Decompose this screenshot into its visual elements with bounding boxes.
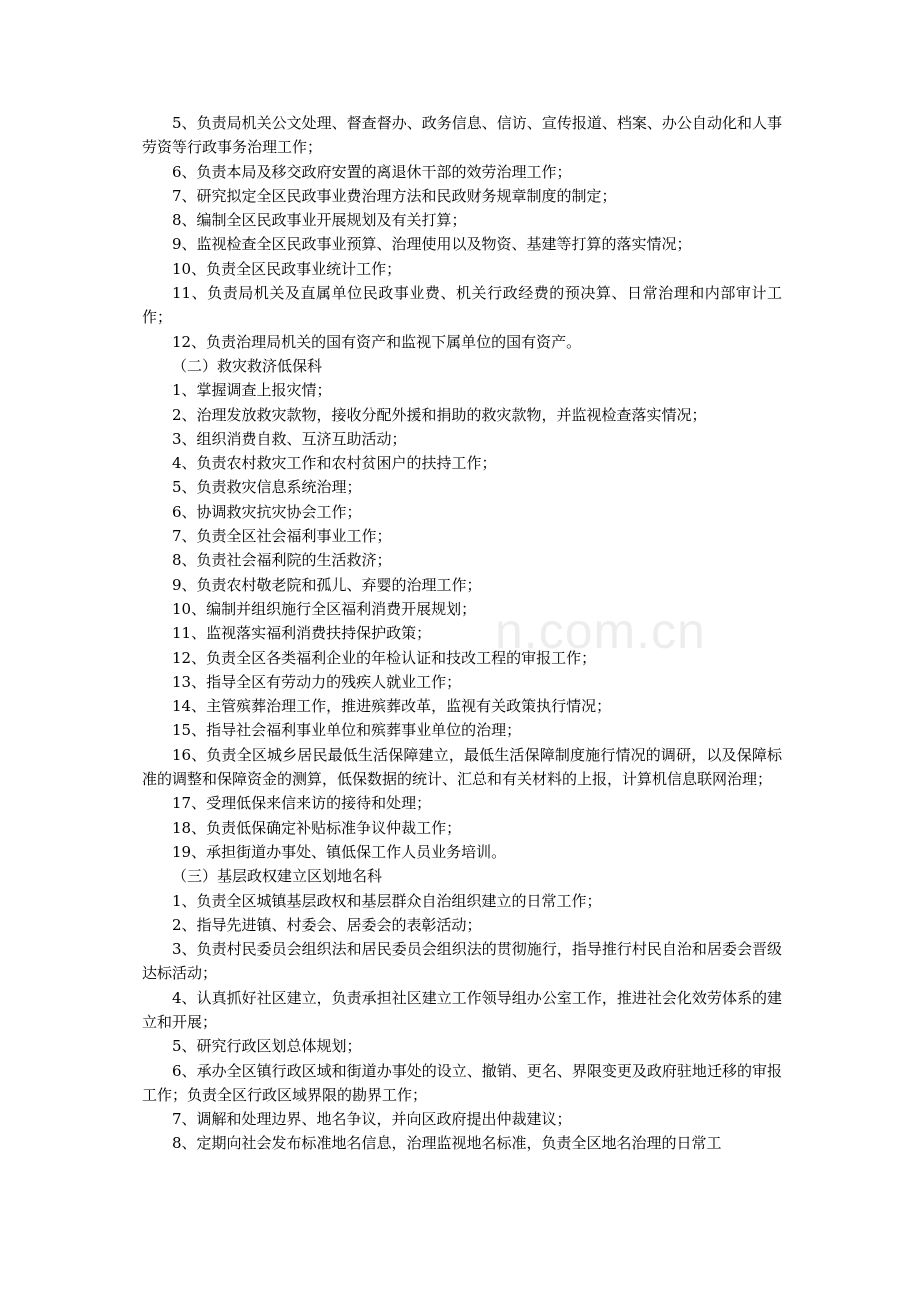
paragraph: 6、负责本局及移交政府安置的离退休干部的效劳治理工作；	[172, 162, 572, 181]
paragraph: 18、负责低保确定补贴标准争议仲裁工作；	[172, 818, 462, 837]
paragraph: 10、编制并组织施行全区福利消费开展规划；	[172, 599, 477, 618]
paragraph: 1、负责全区城镇基层政权和基层群众自治组织建立的日常工作；	[172, 891, 602, 910]
paragraph: 12、负责治理局机关的国有资产和监视下属单位的国有资产。	[172, 332, 582, 351]
paragraph: 4、认真抓好社区建立，负责承担社区建立工作领导组办公室工作，推进社会化效劳体系的建立和开展；	[142, 988, 782, 1031]
paragraph: 1、掌握调查上报灾情；	[172, 381, 332, 400]
paragraph: 10、负责全区民政事业统计工作；	[172, 259, 402, 278]
paragraph: 3、负责村民委员会组织法和居民委员会组织法的贯彻施行，指导推行村民自治和居委会晋级达标活动；	[142, 940, 782, 983]
paragraph: 14、主管殡葬治理工作，推进殡葬改革，监视有关政策执行情况；	[172, 697, 612, 716]
paragraph: 2、指导先进镇、村委会、居委会的表彰活动；	[172, 915, 482, 934]
paragraph: 6、协调救灾抗灾协会工作；	[172, 502, 362, 521]
paragraph: 8、编制全区民政事业开展规划及有关打算；	[172, 211, 467, 230]
paragraph: （三）基层政权建立区划地名科	[172, 867, 383, 886]
paragraph: 8、负责社会福利院的生活救济；	[172, 551, 392, 570]
paragraph: 15、指导社会福利事业单位和殡葬事业单位的治理；	[172, 721, 522, 740]
paragraph: 12、负责全区各类福利企业的年检认证和技改工程的审报工作；	[172, 648, 597, 667]
paragraph: 5、负责局机关公文处理、督查督办、政务信息、信访、宣传报道、档案、办公自动化和人事劳资等行政事务治理工作；	[142, 114, 782, 157]
paragraph: 2、治理发放救灾款物，接收分配外援和捐助的救灾款物，并监视检查落实情况；	[172, 405, 707, 424]
paragraph: 9、负责农村敬老院和孤儿、弃婴的治理工作；	[172, 575, 482, 594]
paragraph: 7、调解和处理边界、地名争议，并向区政府提出仲裁建议；	[172, 1110, 572, 1129]
paragraph: （二）救灾救济低保科	[172, 356, 323, 375]
paragraph: 6、承办全区镇行政区域和街道办事处的设立、撤销、更名、界限变更及政府驻地迁移的审报工作；负责全区行政区域界限的勘界工作；	[142, 1061, 782, 1104]
paragraph: 11、负责局机关及直属单位民政事业费、机关行政经费的预决算、日常治理和内部审计工作；	[142, 284, 782, 327]
paragraph: 8、定期向社会发布标准地名信息，治理监视地名标准，负责全区地名治理的日常工	[172, 1134, 722, 1153]
paragraph: 19、承担街道办事处、镇低保工作人员业务培训。	[172, 842, 507, 861]
paragraph: 3、组织消费自救、互济互助活动；	[172, 429, 407, 448]
paragraph: 9、监视检查全区民政事业预算、治理使用以及物资、基建等打算的落实情况；	[172, 235, 692, 254]
document-body	[142, 111, 782, 1156]
paragraph: 16、负责全区城乡居民最低生活保障建立，最低生活保障制度施行情况的调研，以及保障标准的调整和保障资金的测算，低保数据的统计、汇总和有关材料的上报，计算机信息联网治理；	[142, 745, 782, 789]
paragraph: 17、受理低保来信来访的接待和处理；	[172, 794, 432, 813]
paragraph: 5、研究行政区划总体规划；	[172, 1037, 362, 1056]
watermark: n.com.cn	[495, 603, 706, 659]
paragraph: 7、负责全区社会福利事业工作；	[172, 527, 392, 546]
paragraph: 11、监视落实福利消费扶持保护政策；	[172, 624, 432, 643]
paragraph: 13、指导全区有劳动力的残疾人就业工作；	[172, 672, 462, 691]
paragraph: 5、负责救灾信息系统治理；	[172, 478, 362, 497]
paragraph: 7、研究拟定全区民政事业费治理方法和民政财务规章制度的制定；	[172, 186, 617, 205]
paragraph: 4、负责农村救灾工作和农村贫困户的扶持工作；	[172, 454, 497, 473]
